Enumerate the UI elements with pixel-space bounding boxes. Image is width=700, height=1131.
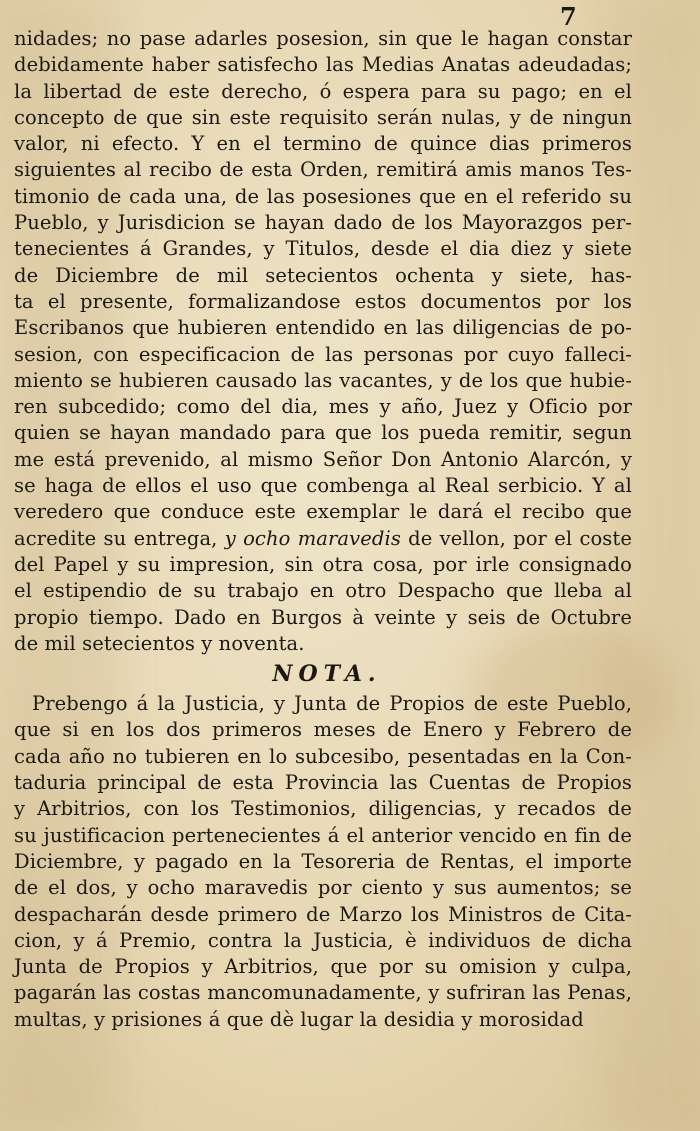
- line-text: miento se hubieren causado las vacantes, y de los que hubie-: [14, 368, 632, 392]
- text-line: [14, 770, 632, 796]
- text-line: [14, 928, 632, 954]
- text-line: [14, 631, 632, 657]
- line-text: ta el presente, formalizandose estos documentos por los: [14, 289, 632, 313]
- line-text: y Arbitrios, con los Testimonios, diligencias, y recados de: [14, 797, 632, 821]
- line-text: su justificacion pertenecientes á el anterior vencido en fin de: [14, 823, 632, 847]
- nota-heading: NOTA.: [272, 661, 382, 688]
- line-text: concepto de que sin este requisito serán nulas, y de ningun: [14, 105, 632, 129]
- line-text: siguientes al recibo de esta Orden, remitirá amis manos Tes-: [14, 158, 632, 182]
- line-text: me está prevenido, al mismo Señor Don Antonio Alarcón, y: [14, 447, 632, 471]
- line-text: la libertad de este derecho, ó espera para su pago; en el: [14, 79, 632, 103]
- text-line: [14, 26, 632, 52]
- line-text: cada año no tubieren en lo subcesibo, pesentadas en la Con-: [14, 744, 632, 768]
- line-text: de el dos, y ocho maravedis por ciento y sus aumentos; se: [14, 876, 632, 900]
- text-line: [14, 342, 632, 368]
- line-text: el estipendio de su trabajo en otro Despacho que lleba al: [14, 579, 632, 603]
- page-number: 7: [560, 2, 577, 31]
- line-text: tenecientes á Grandes, y Titulos, desde el dia diez y siete: [14, 237, 632, 261]
- text-line: [14, 236, 632, 262]
- text-line: [14, 980, 632, 1006]
- line-text: sesion, con especificacion de las personas por cuyo falleci-: [14, 342, 632, 366]
- text-line: [14, 902, 632, 928]
- text-line: [14, 823, 632, 849]
- line-text: Prebengo á la Justicia, y Junta de Propios de este Pueblo,: [32, 692, 632, 716]
- line-text: valor, ni efecto. Y en el termino de quince dias primeros: [14, 132, 632, 156]
- text-line: [14, 394, 632, 420]
- document-body: [14, 26, 632, 1033]
- text-line: [14, 420, 632, 446]
- text-line: [14, 447, 632, 473]
- text-line: [14, 315, 632, 341]
- line-text: taduria principal de esta Provincia las Cuentas de Propios: [14, 771, 632, 795]
- line-text: veredero que conduce este exemplar le dará el recibo que: [14, 500, 632, 524]
- text-line: [14, 52, 632, 78]
- text-line: [14, 796, 632, 822]
- text-line: [14, 105, 632, 131]
- line-text: pagarán las costas mancomunadamente, y sufriran las Penas,: [14, 981, 632, 1005]
- text-line: [14, 368, 632, 394]
- line-text: de Diciembre de mil setecientos ochenta y siete, has-: [14, 263, 632, 287]
- line-text: Junta de Propios y Arbitrios, que por su omision y culpa,: [14, 955, 632, 979]
- text-line: [14, 849, 632, 875]
- line-text: Pueblo, y Jurisdicion se hayan dado de los Mayorazgos per-: [14, 211, 632, 235]
- line-text: debidamente haber satisfecho las Medias Anatas adeudadas;: [14, 53, 632, 77]
- text-line: [14, 210, 632, 236]
- line-text: de mil setecientos y noventa.: [14, 631, 305, 655]
- text-line: [14, 744, 632, 770]
- text-line: [14, 1007, 632, 1033]
- text-line: [14, 157, 632, 183]
- line-text: despacharán desde primero de Marzo los Ministros de Cita-: [14, 902, 632, 926]
- text-line: [14, 263, 632, 289]
- text-line: [14, 473, 632, 499]
- line-text: quien se hayan mandado para que los pueda remitir, segun: [14, 421, 632, 445]
- line-text: multas, y prisiones á que dè lugar la desidia y morosidad: [14, 1007, 584, 1031]
- line-text: del Papel y su impresion, sin otra cosa, por irle consignado: [14, 552, 632, 576]
- line-text: propio tiempo. Dado en Burgos à veinte y seis de Octubre: [14, 605, 632, 629]
- text-line: [14, 875, 632, 901]
- line-text: timonio de cada una, de las posesiones que en el referido su: [14, 184, 632, 208]
- text-line: [14, 578, 632, 604]
- line-text: ren subcedido; como del dia, mes y año, Juez y Oficio por: [14, 395, 632, 419]
- line-italic-text: y ocho maravedis: [224, 526, 401, 550]
- text-line: [14, 499, 632, 525]
- text-line: [14, 717, 632, 743]
- text-line: [14, 184, 632, 210]
- text-line: [14, 131, 632, 157]
- text-line: [14, 289, 632, 315]
- line-text: cion, y á Premio, contra la Justicia, è individuos de dicha: [14, 928, 632, 952]
- text-line: [14, 552, 632, 578]
- paragraph-1: [14, 26, 632, 657]
- text-line: [14, 526, 632, 552]
- line-text: Diciembre, y pagado en la Tesoreria de Rentas, el importe: [14, 849, 632, 873]
- line-text: acredite su entrega,: [14, 526, 225, 550]
- text-line: [14, 79, 632, 105]
- line-text-tail: de vellon, por el coste: [400, 526, 632, 550]
- line-text: que si en los dos primeros meses de Enero y Febrero de: [14, 718, 632, 742]
- text-line: [14, 691, 632, 717]
- paragraph-2: [14, 691, 632, 1033]
- text-line: [14, 605, 632, 631]
- text-line: [14, 954, 632, 980]
- line-text: nidades; no pase adarles posesion, sin que le hagan constar: [14, 27, 632, 50]
- line-text: se haga de ellos el uso que combenga al Real serbicio. Y al: [14, 474, 632, 498]
- line-text: Escribanos que hubieren entendido en las diligencias de po-: [14, 316, 632, 340]
